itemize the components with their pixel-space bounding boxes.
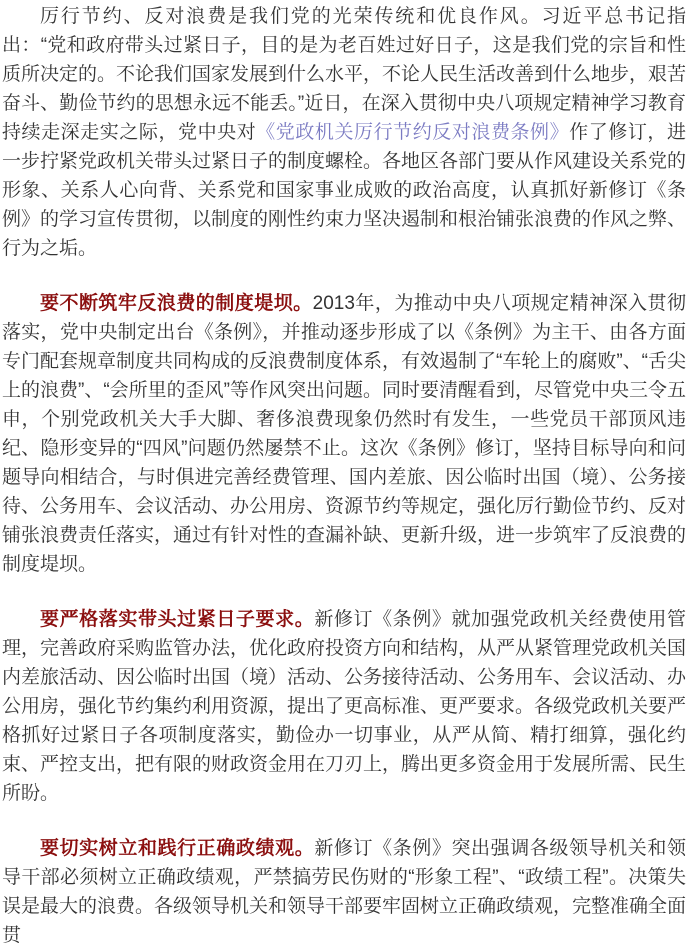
paragraph-intro-text-before: 厉行节约、反对浪费是我们党的光荣传统和优良作风。习近平总书记指出：“党和政府带头过紧日子，目的是为老百姓过好日子，这是我们党的宗旨和性质所决定的。不论我们国家发展到什么水平，不论人民生活改善到什么地步，艰苦奋斗、勤俭节约的思想永远不能丢。”近日，在深入贯彻中央八项规定精神学习教育持续走深走实之际，党中央对 (2, 6, 687, 143)
paragraph-political-view (2, 834, 686, 950)
paragraph-intro (2, 2, 686, 263)
paragraph-intro-text-after: 作了修订，进一步拧紧党政机关带头过紧日子的制度螺栓。各地区各部门要从作风建设关系党的形象、关系人心向背、关系党和国家事业成败的政治高度，认真抓好新修订《条例》的学习宣传贯彻，以制度的刚性约束力坚决遏制和根治铺张浪费的作风之弊、行为之垢。 (2, 122, 687, 259)
paragraph-system-dam (2, 289, 686, 579)
paragraph-tight-days (2, 605, 686, 808)
paragraph-system-dam-lead: 要不断筑牢反浪费的制度堤坝。 (40, 293, 313, 314)
paragraph-tight-days-lead: 要严格落实带头过紧日子要求。 (40, 609, 315, 630)
paragraph-tight-days-text: 新修订《条例》就加强党政机关经费使用管理，完善政府采购监管办法，优化政府投资方向和结构，从严从紧管理党政机关国内差旅活动、因公临时出国（境）活动、公务接待活动、公务用车、会议活动、办公用房，强化节约集约利用资源，提出了更高标准、更严要求。各级党政机关要严格抓好过紧日子各项制度落实，勤俭办一切事业，从严从简、精打细算，强化约束、严控支出，把有限的财政资金用在刀刃上，腾出更多资金用于发展所需、民生所盼。 (2, 609, 687, 804)
regulation-title-link[interactable]: 《党政机关厉行节约反对浪费条例》 (256, 122, 570, 143)
paragraph-political-view-text: 新修订《条例》突出强调各级领导机关和领导干部必须树立正确政绩观，严禁搞劳民伤财的“形象工程”、“政绩工程”。决策失误是最大的浪费。各级领导机关和领导干部要牢固树立正确政绩观，完整准确全面贯 (2, 838, 687, 946)
paragraph-political-view-lead: 要切实树立和践行正确政绩观。 (40, 838, 315, 859)
paragraph-system-dam-text: 2013年，为推动中央八项规定精神深入贯彻落实，党中央制定出台《条例》，并推动逐步形成了以《条例》为主干、由各方面专门配套规章制度共同构成的反浪费制度体系，有效遏制了“车轮上的腐败”、“舌尖上的浪费”、“会所里的歪风”等作风突出问题。同时要清醒看到，尽管党中央三令五申，个别党政机关大手大脚、奢侈浪费现象仍然时有发生，一些党员干部顶风违纪、隐形变异的“四风”问题仍然屡禁不止。这次《条例》修订，坚持目标导向和问题导向相结合，与时俱进完善经费管理、国内差旅、因公临时出国（境）、公务接待、公务用车、会议活动、办公用房、资源节约等规定，强化厉行勤俭节约、反对铺张浪费责任落实，通过有针对性的查漏补缺、更新升级，进一步筑牢了反浪费的制度堤坝。 (2, 293, 687, 575)
